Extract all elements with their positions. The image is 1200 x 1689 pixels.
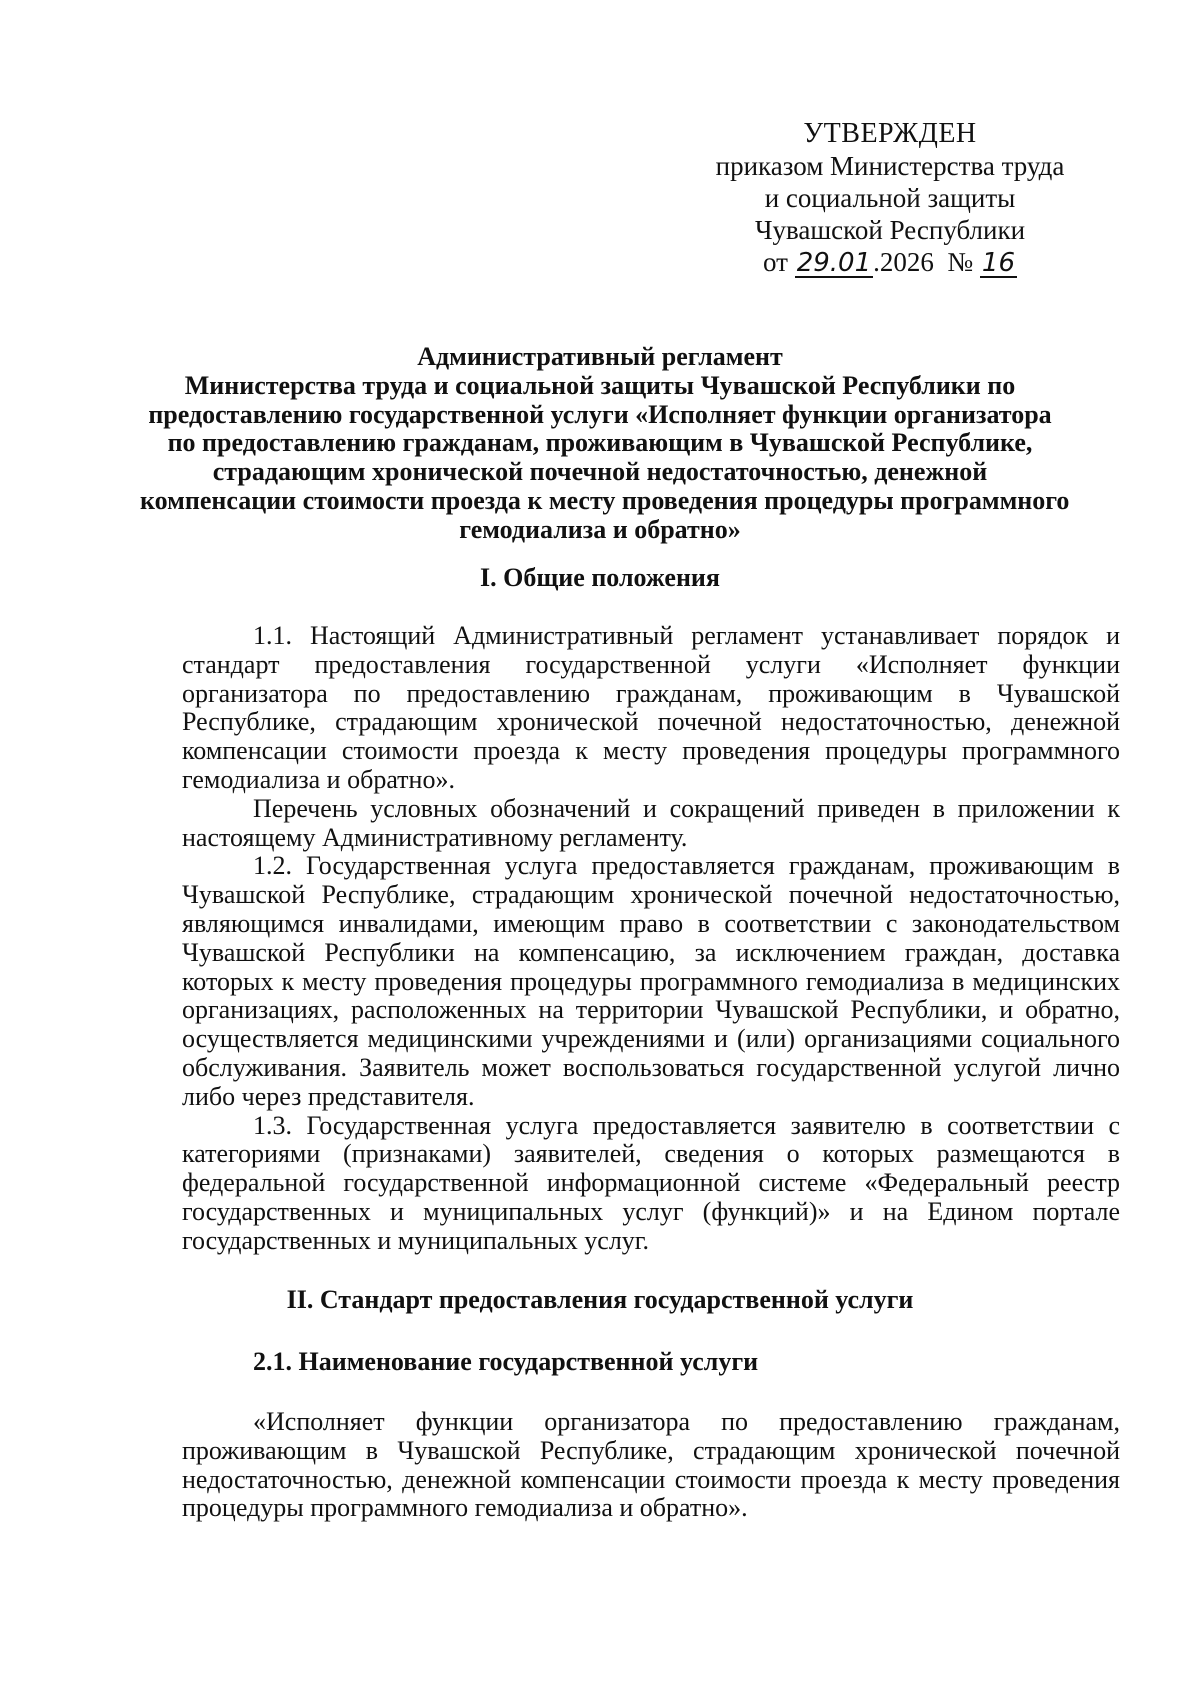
title-line-7: гемодиализа и обратно» <box>459 514 741 544</box>
approval-date-line <box>700 246 1080 278</box>
paragraph-1-1: 1.1. Настоящий Административный регламент устанавливает порядок и стандарт предоставления государственной услуги «Исполняет функции организатора по предоставлению гражданам, проживающим в Чувашской Республике, страдающим хронической почечной недостаточностью, денежной компенсации стоимости проезда к месту проведения процедуры программного гемодиализа и обратно». <box>182 621 1120 794</box>
title-line-1: Административный регламент <box>417 342 783 371</box>
subsection-2-1-heading: 2.1. Наименование государственной услуги <box>253 1347 759 1376</box>
handwritten-date: 29.01 <box>796 248 872 278</box>
title-line-6: компенсации стоимости проезда к месту проведения процедуры программного <box>140 485 1070 515</box>
section-2-1-body <box>182 1408 1120 1523</box>
title-line-5: страдающим хронической почечной недостаточностью, денежной <box>212 457 988 487</box>
approval-stamp-block <box>700 118 1080 278</box>
handwritten-number: 16 <box>981 248 1015 278</box>
paragraph-abbreviations: Перечень условных обозначений и сокращений приведен в приложении к настоящему Административному регламенту. <box>182 793 1120 852</box>
document-title <box>140 342 1070 545</box>
paragraph-1-2: 1.2. Государственная услуга предоставляется гражданам, проживающим в Чувашской Республике, страдающим хронической почечной недостаточностью, являющимся инвалидами, имеющим право в соответствии с законодательством Чувашской Республики на компенсацию, за исключением граждан, доставка которых к месту проведения процедуры программного гемодиализа в медицинских организациях, расположенных на территории Чувашской Республики, и обратно, осуществляется медицинскими учреждениями и (или) организациями социального обслуживания. Заявитель может воспользоваться государственной услугой лично либо через представителя. <box>182 851 1120 1111</box>
title-line-4: по предоставлению гражданам, проживающим в Чувашской Республике, <box>167 428 1033 458</box>
title-line-3: предоставлению государственной услуги «Исполняет функции организатора <box>148 399 1052 429</box>
date-prefix: от <box>763 247 788 277</box>
approval-line-2: и социальной защиты <box>764 183 1016 213</box>
date-year: .2026 <box>873 247 934 277</box>
section-1-body <box>182 622 1120 1256</box>
paragraph-1-3: 1.3. Государственная услуга предоставляется заявителю в соответствии с категориями (признаками) заявителей, сведения о которых размещаются в федеральной государственной информационной системе «Федеральный реестр государственных и муниципальных услуг (функций)» и на Едином портале государственных и муниципальных услуг. <box>182 1110 1120 1255</box>
number-prefix: № <box>947 247 974 277</box>
section-2-heading: II. Стандарт предоставления государственной услуги <box>286 1285 914 1314</box>
section-1-heading: I. Общие положения <box>480 563 720 592</box>
approval-line-3: Чувашской Республики <box>754 215 1026 245</box>
approval-line-1: приказом Министерства труда <box>715 151 1065 181</box>
approval-title: УТВЕРЖДЕН <box>803 118 977 149</box>
title-line-2: Министерства труда и социальной защиты Чувашской Республики по <box>184 370 1016 400</box>
paragraph-2-1: «Исполняет функции организатора по предоставлению гражданам, проживающим в Чувашской Республике, страдающим хронической почечной недостаточностью, денежной компенсации стоимости проезда к месту проведения процедуры программного гемодиализа и обратно». <box>182 1407 1120 1523</box>
